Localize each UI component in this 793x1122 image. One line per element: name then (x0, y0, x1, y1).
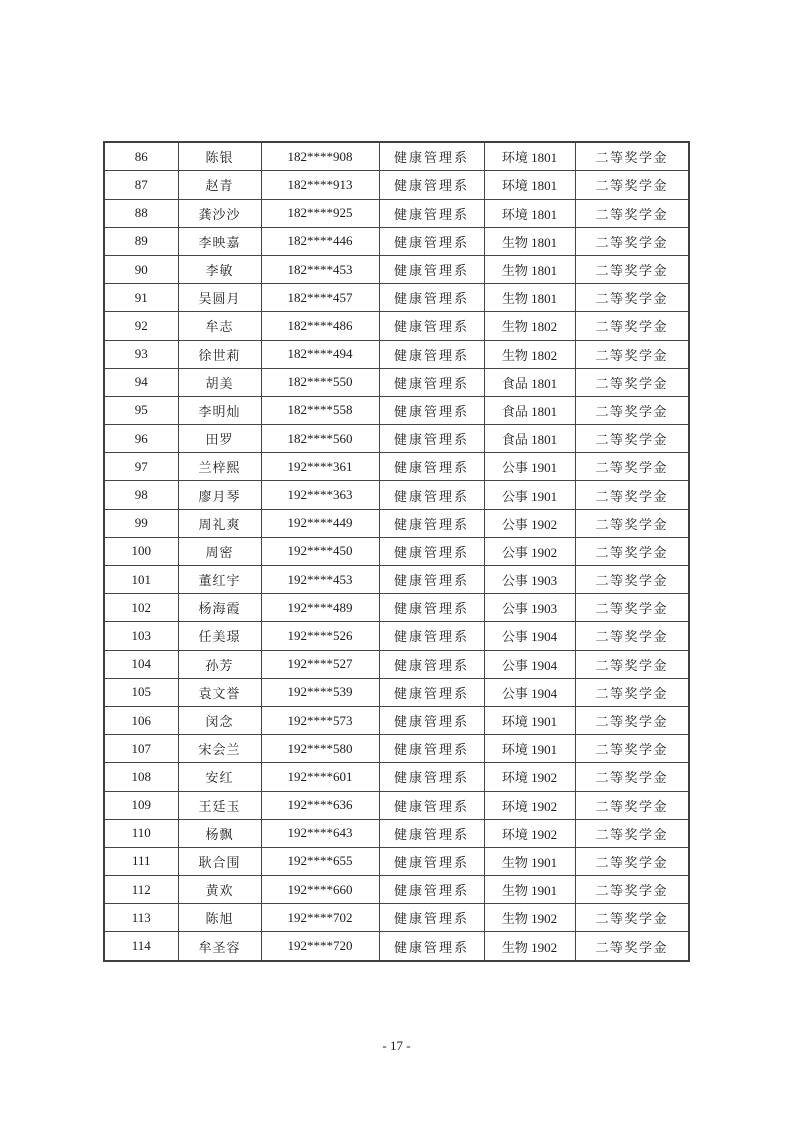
cell-class: 生物 1902 (484, 904, 575, 932)
cell-id: 192****361 (261, 453, 379, 481)
cell-award: 二等奖学金 (575, 453, 689, 481)
cell-id: 182****908 (261, 142, 379, 171)
table-row (104, 509, 689, 537)
cell-id: 192****527 (261, 650, 379, 678)
cell-id: 192****573 (261, 706, 379, 734)
cell-department: 健康管理系 (379, 847, 484, 875)
table-row (104, 537, 689, 565)
cell-id: 182****494 (261, 340, 379, 368)
cell-award: 二等奖学金 (575, 284, 689, 312)
cell-name: 牟圣容 (178, 932, 261, 961)
cell-index: 106 (104, 706, 178, 734)
cell-department: 健康管理系 (379, 396, 484, 424)
table-row (104, 142, 689, 171)
cell-index: 91 (104, 284, 178, 312)
cell-name: 杨海霞 (178, 594, 261, 622)
cell-name: 周礼爽 (178, 509, 261, 537)
cell-index: 109 (104, 791, 178, 819)
cell-name: 田罗 (178, 425, 261, 453)
cell-index: 112 (104, 876, 178, 904)
cell-class: 公事 1904 (484, 678, 575, 706)
cell-department: 健康管理系 (379, 199, 484, 227)
cell-index: 87 (104, 171, 178, 199)
cell-class: 环境 1901 (484, 706, 575, 734)
cell-name: 周密 (178, 537, 261, 565)
cell-award: 二等奖学金 (575, 594, 689, 622)
cell-department: 健康管理系 (379, 368, 484, 396)
table-row (104, 678, 689, 706)
cell-class: 公事 1903 (484, 566, 575, 594)
cell-id: 192****636 (261, 791, 379, 819)
cell-id: 192****601 (261, 763, 379, 791)
cell-award: 二等奖学金 (575, 481, 689, 509)
table-row (104, 904, 689, 932)
table-row (104, 284, 689, 312)
cell-index: 114 (104, 932, 178, 961)
cell-class: 食品 1801 (484, 425, 575, 453)
table-row (104, 255, 689, 283)
cell-id: 182****558 (261, 396, 379, 424)
cell-name: 龚沙沙 (178, 199, 261, 227)
cell-id: 192****580 (261, 735, 379, 763)
cell-award: 二等奖学金 (575, 763, 689, 791)
cell-name: 李明灿 (178, 396, 261, 424)
cell-class: 环境 1902 (484, 791, 575, 819)
cell-class: 食品 1801 (484, 368, 575, 396)
table-row (104, 735, 689, 763)
table-row (104, 791, 689, 819)
table-row (104, 566, 689, 594)
cell-department: 健康管理系 (379, 142, 484, 171)
cell-department: 健康管理系 (379, 227, 484, 255)
cell-index: 96 (104, 425, 178, 453)
cell-name: 杨飘 (178, 819, 261, 847)
cell-index: 99 (104, 509, 178, 537)
cell-id: 192****489 (261, 594, 379, 622)
cell-department: 健康管理系 (379, 904, 484, 932)
cell-award: 二等奖学金 (575, 819, 689, 847)
cell-class: 环境 1801 (484, 199, 575, 227)
cell-index: 105 (104, 678, 178, 706)
cell-id: 182****560 (261, 425, 379, 453)
cell-class: 公事 1903 (484, 594, 575, 622)
cell-department: 健康管理系 (379, 284, 484, 312)
cell-id: 192****453 (261, 566, 379, 594)
table-row (104, 368, 689, 396)
cell-index: 111 (104, 847, 178, 875)
cell-department: 健康管理系 (379, 340, 484, 368)
table-row (104, 481, 689, 509)
cell-id: 192****450 (261, 537, 379, 565)
cell-index: 98 (104, 481, 178, 509)
cell-index: 93 (104, 340, 178, 368)
cell-class: 公事 1902 (484, 509, 575, 537)
cell-index: 104 (104, 650, 178, 678)
cell-name: 黄欢 (178, 876, 261, 904)
cell-name: 赵青 (178, 171, 261, 199)
cell-id: 182****453 (261, 255, 379, 283)
cell-id: 192****720 (261, 932, 379, 961)
cell-class: 生物 1802 (484, 312, 575, 340)
cell-department: 健康管理系 (379, 537, 484, 565)
cell-award: 二等奖学金 (575, 255, 689, 283)
cell-award: 二等奖学金 (575, 142, 689, 171)
cell-award: 二等奖学金 (575, 876, 689, 904)
cell-name: 吴圆月 (178, 284, 261, 312)
cell-id: 182****486 (261, 312, 379, 340)
table-row (104, 847, 689, 875)
cell-department: 健康管理系 (379, 255, 484, 283)
table-row (104, 312, 689, 340)
cell-name: 耿合围 (178, 847, 261, 875)
cell-class: 生物 1802 (484, 340, 575, 368)
cell-award: 二等奖学金 (575, 537, 689, 565)
page-number: - 17 - (382, 1038, 411, 1053)
cell-award: 二等奖学金 (575, 650, 689, 678)
cell-id: 192****702 (261, 904, 379, 932)
cell-id: 192****655 (261, 847, 379, 875)
cell-award: 二等奖学金 (575, 566, 689, 594)
cell-class: 生物 1801 (484, 284, 575, 312)
cell-award: 二等奖学金 (575, 227, 689, 255)
table-row (104, 171, 689, 199)
cell-department: 健康管理系 (379, 566, 484, 594)
cell-index: 100 (104, 537, 178, 565)
cell-award: 二等奖学金 (575, 847, 689, 875)
cell-index: 113 (104, 904, 178, 932)
table-row (104, 453, 689, 481)
cell-id: 192****539 (261, 678, 379, 706)
cell-id: 192****660 (261, 876, 379, 904)
cell-name: 兰梓熙 (178, 453, 261, 481)
cell-index: 110 (104, 819, 178, 847)
cell-id: 192****363 (261, 481, 379, 509)
table-row (104, 396, 689, 424)
cell-department: 健康管理系 (379, 735, 484, 763)
cell-id: 182****925 (261, 199, 379, 227)
cell-department: 健康管理系 (379, 819, 484, 847)
cell-department: 健康管理系 (379, 763, 484, 791)
table-row (104, 622, 689, 650)
scholarship-table-body (104, 142, 689, 961)
cell-class: 公事 1901 (484, 481, 575, 509)
cell-index: 107 (104, 735, 178, 763)
table-row (104, 425, 689, 453)
table-row (104, 199, 689, 227)
cell-class: 环境 1902 (484, 819, 575, 847)
cell-class: 公事 1901 (484, 453, 575, 481)
cell-department: 健康管理系 (379, 481, 484, 509)
cell-award: 二等奖学金 (575, 706, 689, 734)
cell-id: 192****526 (261, 622, 379, 650)
cell-award: 二等奖学金 (575, 425, 689, 453)
cell-index: 88 (104, 199, 178, 227)
cell-award: 二等奖学金 (575, 904, 689, 932)
cell-department: 健康管理系 (379, 312, 484, 340)
cell-name: 董红宇 (178, 566, 261, 594)
cell-name: 任美璟 (178, 622, 261, 650)
cell-class: 生物 1901 (484, 876, 575, 904)
table-row (104, 876, 689, 904)
cell-award: 二等奖学金 (575, 396, 689, 424)
cell-award: 二等奖学金 (575, 932, 689, 961)
cell-class: 环境 1902 (484, 763, 575, 791)
cell-class: 环境 1901 (484, 735, 575, 763)
cell-department: 健康管理系 (379, 678, 484, 706)
cell-class: 公事 1904 (484, 650, 575, 678)
cell-class: 公事 1904 (484, 622, 575, 650)
cell-award: 二等奖学金 (575, 622, 689, 650)
cell-department: 健康管理系 (379, 876, 484, 904)
cell-department: 健康管理系 (379, 171, 484, 199)
table-row (104, 819, 689, 847)
cell-id: 182****913 (261, 171, 379, 199)
scholarship-table (103, 141, 690, 962)
cell-id: 192****643 (261, 819, 379, 847)
cell-award: 二等奖学金 (575, 678, 689, 706)
cell-id: 182****550 (261, 368, 379, 396)
table-row (104, 594, 689, 622)
cell-award: 二等奖学金 (575, 509, 689, 537)
cell-index: 90 (104, 255, 178, 283)
cell-name: 陈旭 (178, 904, 261, 932)
cell-award: 二等奖学金 (575, 340, 689, 368)
cell-name: 王廷玉 (178, 791, 261, 819)
cell-name: 胡美 (178, 368, 261, 396)
cell-name: 闵念 (178, 706, 261, 734)
cell-index: 94 (104, 368, 178, 396)
cell-award: 二等奖学金 (575, 199, 689, 227)
cell-index: 97 (104, 453, 178, 481)
cell-department: 健康管理系 (379, 622, 484, 650)
cell-name: 李敏 (178, 255, 261, 283)
cell-award: 二等奖学金 (575, 791, 689, 819)
cell-department: 健康管理系 (379, 650, 484, 678)
cell-class: 公事 1902 (484, 537, 575, 565)
cell-department: 健康管理系 (379, 453, 484, 481)
cell-name: 徐世莉 (178, 340, 261, 368)
cell-department: 健康管理系 (379, 594, 484, 622)
cell-name: 牟志 (178, 312, 261, 340)
table-row (104, 650, 689, 678)
cell-class: 生物 1801 (484, 227, 575, 255)
cell-department: 健康管理系 (379, 509, 484, 537)
cell-class: 食品 1801 (484, 396, 575, 424)
cell-name: 李映嘉 (178, 227, 261, 255)
cell-index: 108 (104, 763, 178, 791)
cell-id: 182****457 (261, 284, 379, 312)
table-row (104, 763, 689, 791)
cell-index: 95 (104, 396, 178, 424)
cell-department: 健康管理系 (379, 425, 484, 453)
cell-class: 环境 1801 (484, 171, 575, 199)
table-row (104, 706, 689, 734)
cell-name: 陈银 (178, 142, 261, 171)
cell-index: 101 (104, 566, 178, 594)
cell-class: 生物 1801 (484, 255, 575, 283)
cell-index: 103 (104, 622, 178, 650)
cell-department: 健康管理系 (379, 932, 484, 961)
cell-award: 二等奖学金 (575, 735, 689, 763)
cell-name: 宋会兰 (178, 735, 261, 763)
cell-name: 廖月琴 (178, 481, 261, 509)
cell-name: 袁文誉 (178, 678, 261, 706)
cell-name: 孙芳 (178, 650, 261, 678)
cell-id: 182****446 (261, 227, 379, 255)
table-row (104, 932, 689, 961)
cell-award: 二等奖学金 (575, 312, 689, 340)
cell-index: 86 (104, 142, 178, 171)
cell-id: 192****449 (261, 509, 379, 537)
cell-index: 102 (104, 594, 178, 622)
cell-department: 健康管理系 (379, 706, 484, 734)
cell-index: 89 (104, 227, 178, 255)
cell-award: 二等奖学金 (575, 171, 689, 199)
table-row (104, 340, 689, 368)
cell-department: 健康管理系 (379, 791, 484, 819)
cell-class: 环境 1801 (484, 142, 575, 171)
table-row (104, 227, 689, 255)
cell-name: 安红 (178, 763, 261, 791)
cell-index: 92 (104, 312, 178, 340)
cell-class: 生物 1901 (484, 847, 575, 875)
cell-award: 二等奖学金 (575, 368, 689, 396)
cell-class: 生物 1902 (484, 932, 575, 961)
